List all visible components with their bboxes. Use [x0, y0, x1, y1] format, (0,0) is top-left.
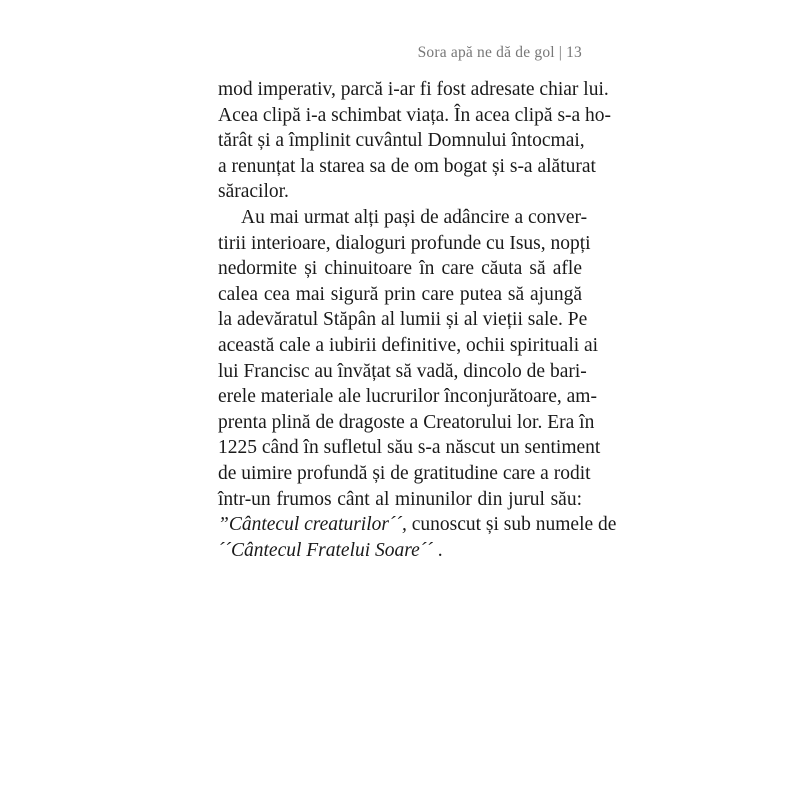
text-line: într-un frumos cânt al minunilor din jurul său:: [218, 488, 582, 510]
text-line: calea cea mai sigură prin care putea să ajungă: [218, 283, 582, 305]
text-line: erele materiale ale lucrurilor înconjurătoare, am-: [218, 386, 597, 408]
text-line: nedormite și chinuitoare în care căuta să afle: [218, 258, 582, 280]
song-title-italic: ”Cântecul creaturilor´´,: [218, 514, 407, 536]
text-line: tirii interioare, dialoguri profunde cu Isus, nopți: [218, 232, 591, 254]
text-line: la adevăratul Stăpân al lumii și al vieții sale. Pe: [218, 309, 588, 331]
text-line: [218, 512, 617, 538]
text-fragment: cunoscut și sub numele de: [406, 514, 617, 536]
text-line: lui Francisc au învățat să vadă, dincolo de bari-: [218, 360, 587, 382]
text-line: prenta plină de dragoste a Creatorului lor. Era în: [218, 411, 595, 433]
text-line: mod imperativ, parcă i-ar fi fost adresate chiar lui.: [218, 79, 609, 100]
text-line: Au mai urmat alți pași de adâncire a conver-: [241, 206, 588, 228]
text-line: 1225 când în sufletul său s-a născut un sentiment: [218, 437, 601, 459]
paragraph-1: [218, 77, 612, 205]
text-line: [218, 538, 582, 564]
song-title-italic: ´´Cântecul Fratelui Soare´´: [218, 539, 433, 561]
text-line: a renunțat la starea sa de om bogat și s-a alăturat: [218, 155, 596, 177]
running-head-separator: |: [558, 44, 563, 61]
body-text: [218, 77, 617, 563]
page-number: 13: [566, 44, 582, 61]
running-head-title: Sora apă ne dă de gol: [417, 44, 555, 61]
text-line: această cale a iubirii definitive, ochii spirituali ai: [218, 334, 599, 356]
text-line: Acea clipă i-a schimbat viața. În acea clipă s-a ho-: [218, 104, 612, 126]
text-fragment: .: [432, 539, 443, 561]
text-line: tărât și a împlinit cuvântul Domnului întocmai,: [218, 130, 585, 152]
text-line: săracilor.: [218, 181, 289, 203]
text-line: de uimire profundă și de gratitudine care a rodit: [218, 462, 591, 484]
paragraph-2: [218, 205, 617, 563]
running-head: [218, 44, 582, 62]
